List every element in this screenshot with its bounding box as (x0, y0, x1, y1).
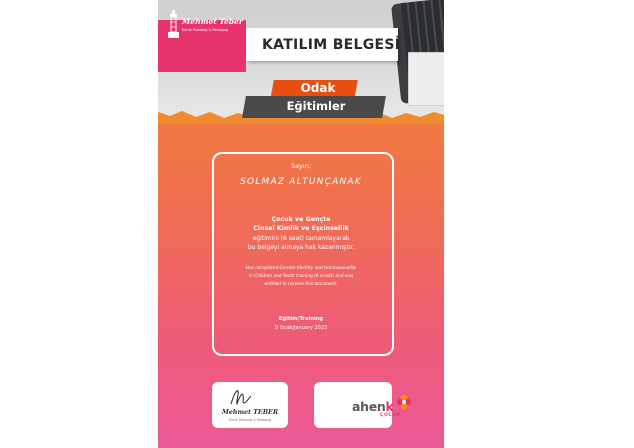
description-line1: eğitimini (6 saat) tamamlayarak (252, 235, 350, 242)
description-line2: bu belgeyi almaya hak kazanmıştır. (247, 244, 355, 251)
badge-odak: Odak (300, 81, 336, 95)
partner-name-a: ahen (352, 399, 386, 414)
badge-egitimler: Eğitimler (286, 99, 346, 113)
tower-logo-icon (167, 10, 180, 40)
notebook-image (408, 52, 444, 106)
partner-logo-text (352, 399, 394, 414)
signature-icon (228, 386, 254, 408)
training-date: 9 Ocak/January 2022 (274, 325, 328, 331)
english-line1: Has completed Gender Identity and Homosexuality (245, 266, 357, 271)
certificate-page (158, 0, 444, 448)
course-title-line2: Cinsel Kimlik ve Eşcinsellik (253, 225, 349, 232)
training-label: Eğitim/Training (278, 316, 324, 322)
english-line3: entitled to receive this document. (264, 282, 338, 287)
salutation: Sayın; (290, 162, 312, 170)
course-title-line1: Çocuk ve Gençte (271, 216, 331, 223)
flower-logo-icon (396, 394, 412, 410)
english-line2: in Children and Youth training (6 credit) and was (248, 274, 354, 279)
partner-name-b: k (385, 399, 394, 414)
logo-name: Mehmet Teber (182, 17, 243, 26)
signer-name: Mehmet TEBER (221, 409, 279, 416)
signer-title: Klinik Psikolog & Pedagog (228, 418, 272, 422)
logo-subtitle: Klinik Psikolog & Pedagog (182, 28, 229, 32)
partner-subtitle: ÇOCUK (380, 413, 401, 418)
recipient-name: SOLMAZ ALTUNÇANAK (240, 177, 362, 187)
page-title: KATILIM BELGESİ (262, 37, 401, 53)
